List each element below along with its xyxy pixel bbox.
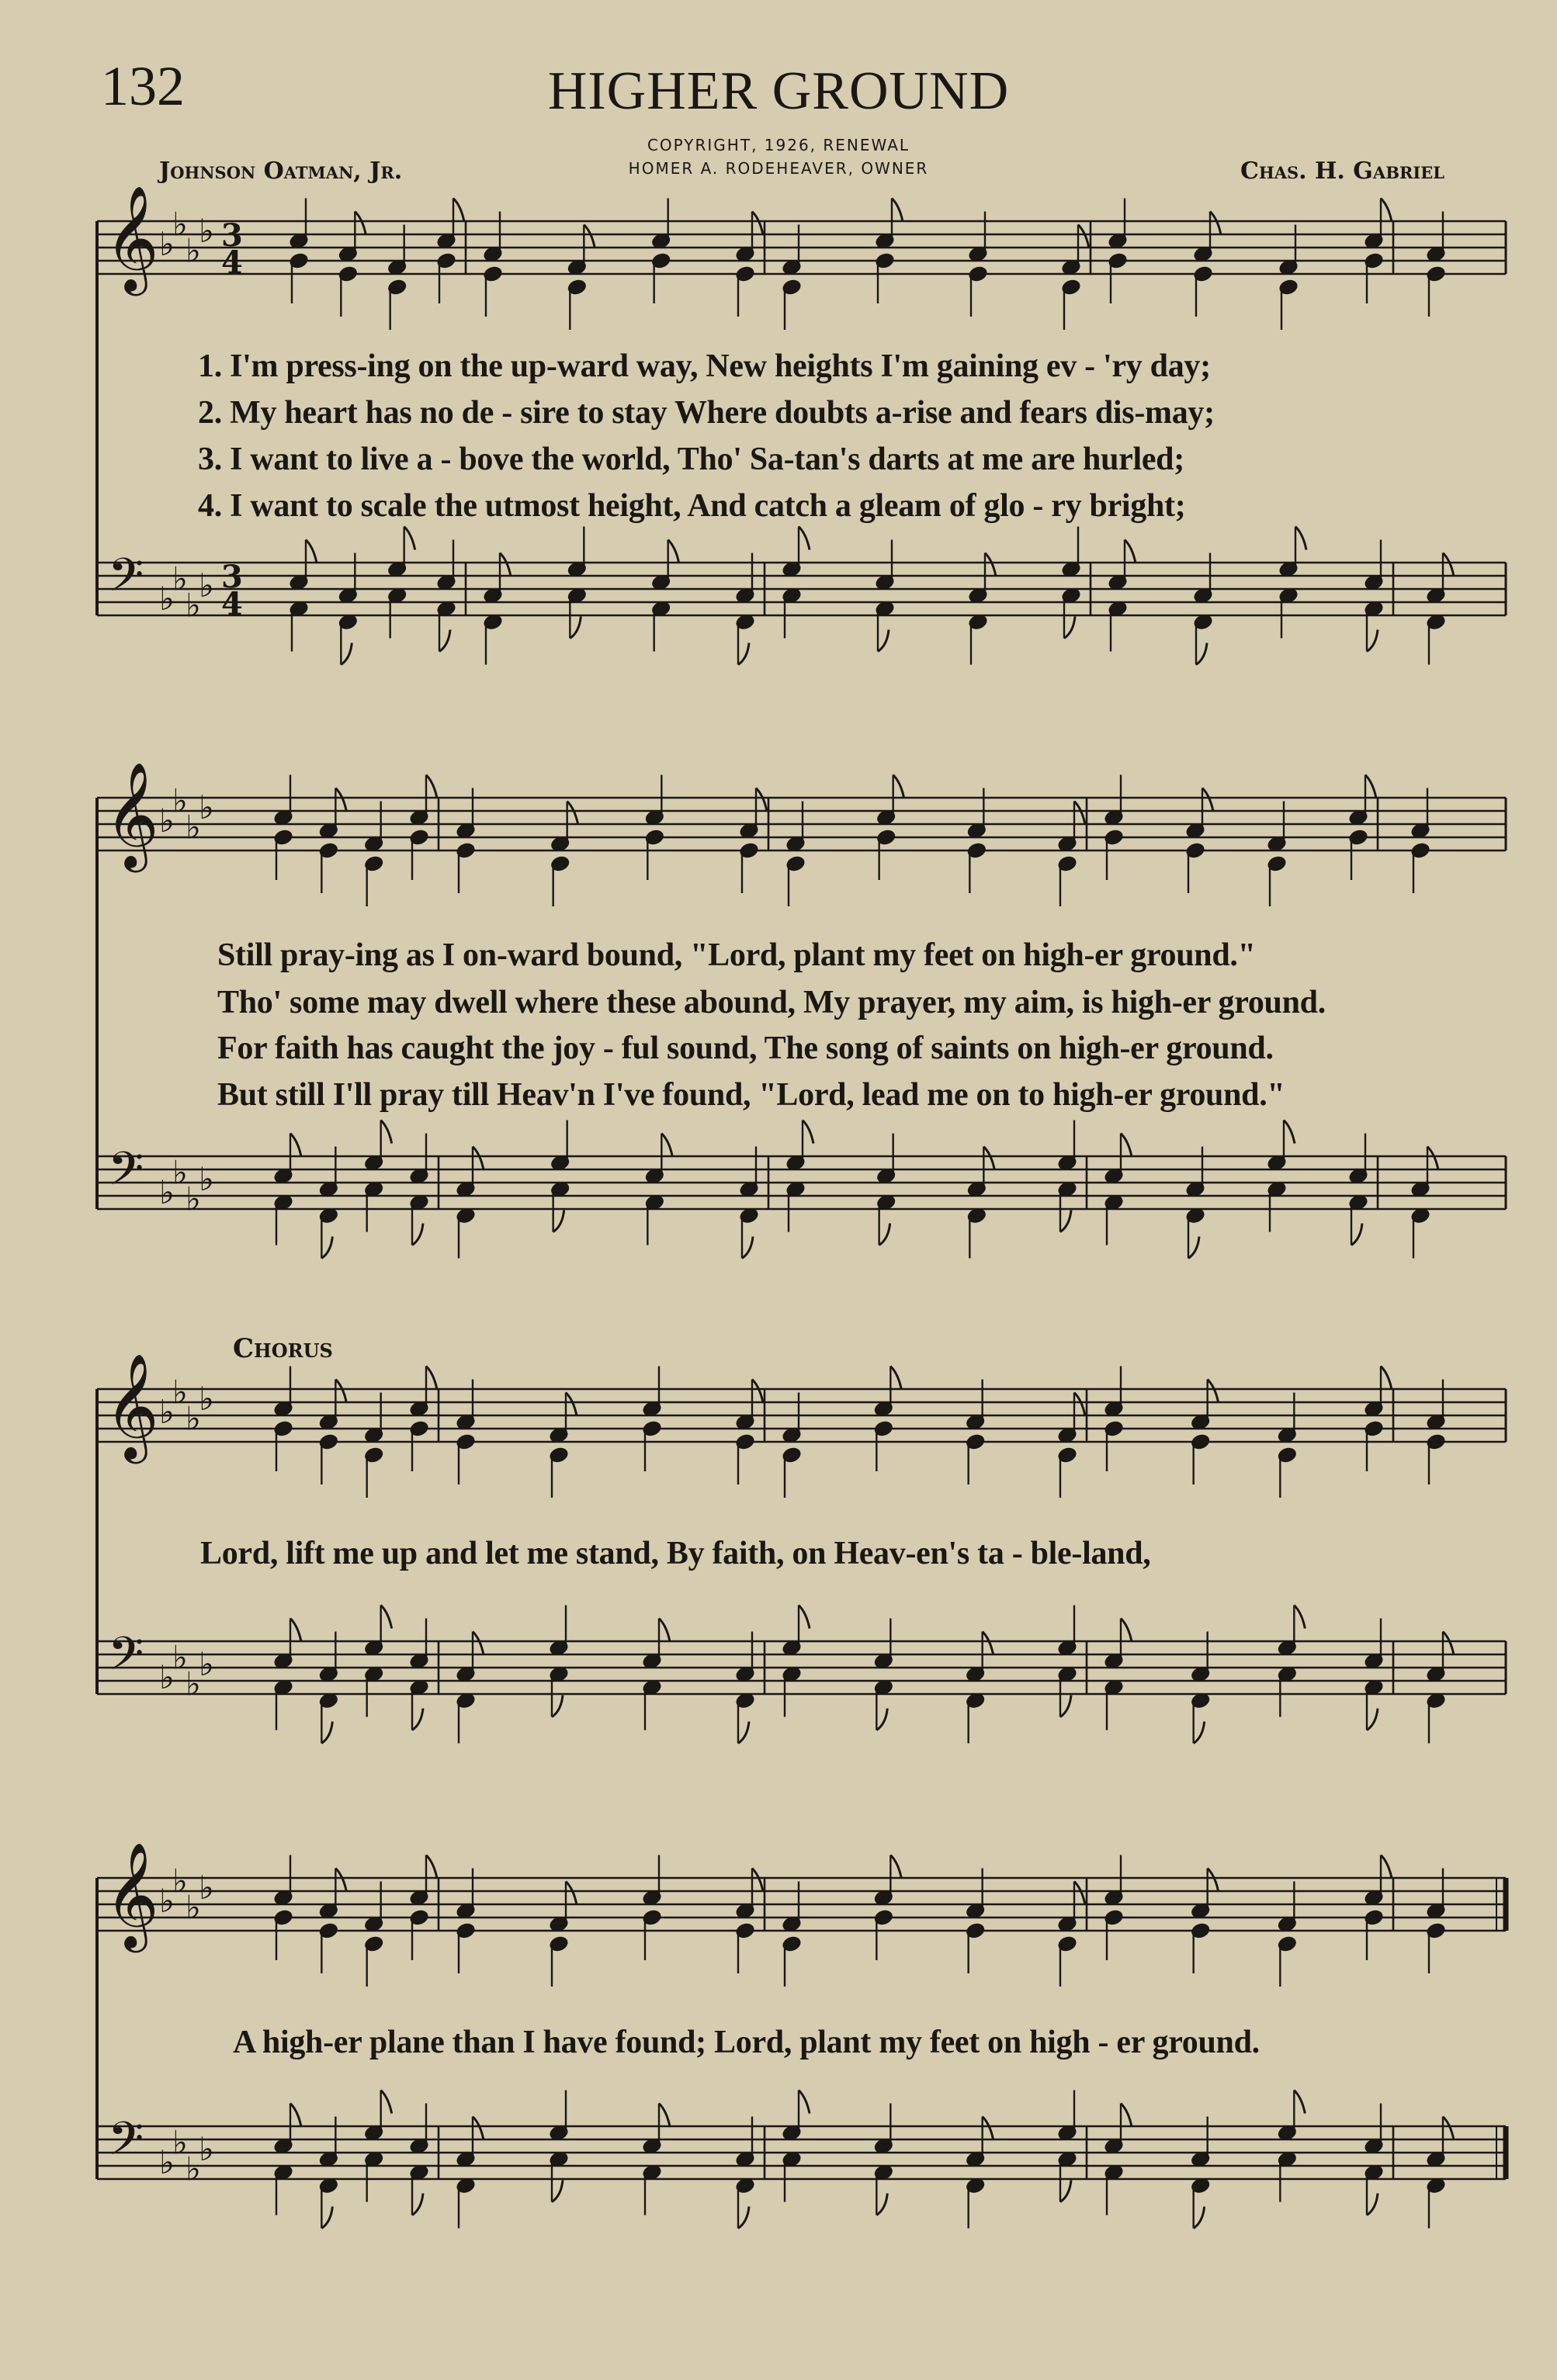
hymn-number: 132 xyxy=(101,55,185,117)
svg-text:♭: ♭ xyxy=(159,2143,175,2181)
svg-text:♭: ♭ xyxy=(186,1665,201,1703)
bass-clef-icon-3: 𝄢 xyxy=(108,1627,144,1692)
svg-text:♭: ♭ xyxy=(186,1399,201,1438)
svg-text:♭: ♭ xyxy=(186,1180,201,1218)
svg-text:♭: ♭ xyxy=(159,580,175,618)
svg-text:♭: ♭ xyxy=(199,2130,214,2168)
chorus-line-1: Lord, lift me up and let me stand, By faith, on Heav-en's ta - ble-land, xyxy=(200,1536,1151,1571)
svg-text:♭: ♭ xyxy=(172,1638,188,1677)
verse-2-line-2: Tho' some may dwell where these abound, My prayer, my aim, is high-er ground. xyxy=(217,985,1326,1020)
chorus-label: Chorus xyxy=(233,1333,333,1364)
treble-staff-1 xyxy=(97,184,1506,330)
composer-credit: Chas. H. Gabriel xyxy=(1240,158,1444,185)
svg-text:♭: ♭ xyxy=(186,586,201,625)
svg-text:♭: ♭ xyxy=(199,1869,214,1907)
hymn-title: HIGHER GROUND xyxy=(547,61,1010,121)
svg-text:♭: ♭ xyxy=(186,1888,201,1927)
treble-clef-icon-4: 𝄞 xyxy=(105,1841,159,1948)
bass-clef-icon-2: 𝄢 xyxy=(108,1141,144,1207)
svg-text:♭: ♭ xyxy=(186,231,201,270)
treble-clef-icon-1: 𝄞 xyxy=(105,184,159,291)
svg-text:♭: ♭ xyxy=(172,1862,188,1900)
svg-text:♭: ♭ xyxy=(159,1658,175,1696)
bass-clef-icon-1: 𝄢 xyxy=(108,548,144,613)
verse-3-line-1: 3. I want to live a - bove the world, Tho' Sa-tan's darts at me are hurled; xyxy=(198,442,1184,477)
svg-text:♭: ♭ xyxy=(186,2150,201,2188)
lyricist-credit: Johnson Oatman, Jr. xyxy=(159,158,403,185)
svg-text:♭: ♭ xyxy=(172,781,188,820)
svg-text:♭: ♭ xyxy=(186,808,201,847)
bass-staff-1 xyxy=(97,527,1506,665)
svg-text:4: 4 xyxy=(221,586,243,622)
verse-4-line-2: But still I'll pray till Heav'n I've found, "Lord, lead me on to high-er ground." xyxy=(217,1077,1285,1113)
svg-text:♭: ♭ xyxy=(159,1882,175,1920)
treble-staff-3 xyxy=(97,1352,1506,1498)
verse-2-line-1: 2. My heart has no de - sire to stay Where doubts a-rise and fears dis-may; xyxy=(198,395,1215,431)
svg-text:♭: ♭ xyxy=(172,2123,188,2162)
verse-3-line-2: For faith has caught the joy - ful sound, The song of saints on high-er ground. xyxy=(217,1031,1274,1066)
svg-text:♭: ♭ xyxy=(172,205,188,244)
svg-text:♭: ♭ xyxy=(159,1393,175,1431)
bass-staff-2 xyxy=(97,1121,1506,1259)
treble-staff-4 xyxy=(97,1841,1506,1987)
copyright-line-2: HOMER A. RODEHEAVER, OWNER xyxy=(628,159,929,178)
svg-text:♭: ♭ xyxy=(159,802,175,840)
svg-text:♭: ♭ xyxy=(199,1380,214,1418)
verse-1-line-1: 1. I'm press-ing on the up-ward way, New heights I'm gaining ev - 'ry day; xyxy=(198,348,1211,384)
verse-1-line-2: Still pray-ing as I on-ward bound, "Lord, plant my feet on high-er ground." xyxy=(217,937,1256,973)
svg-text:♭: ♭ xyxy=(199,788,214,826)
verse-4-line-1: 4. I want to scale the utmost height, And catch a gleam of glo - ry bright; xyxy=(198,488,1186,524)
svg-text:♭: ♭ xyxy=(172,1153,188,1192)
copyright-line-1: COPYRIGHT, 1926, RENEWAL xyxy=(647,136,910,154)
svg-text:♭: ♭ xyxy=(159,225,175,263)
svg-text:♭: ♭ xyxy=(199,1160,214,1198)
treble-staff-2 xyxy=(97,760,1506,906)
svg-text:♭: ♭ xyxy=(172,559,188,598)
bass-staff-3 xyxy=(97,1606,1506,1744)
svg-text:3: 3 xyxy=(221,217,243,254)
chorus-line-2: A high-er plane than I have found; Lord, plant my feet on high - er ground. xyxy=(233,2025,1260,2060)
bass-staff-4 xyxy=(97,2091,1506,2229)
svg-text:♭: ♭ xyxy=(199,566,214,605)
treble-clef-icon-2: 𝄞 xyxy=(105,760,159,868)
svg-text:♭: ♭ xyxy=(159,1173,175,1211)
treble-clef-icon-3: 𝄞 xyxy=(105,1352,159,1459)
bass-clef-icon-4: 𝄢 xyxy=(108,2112,144,2177)
svg-text:♭: ♭ xyxy=(172,1373,188,1412)
svg-text:4: 4 xyxy=(221,244,243,281)
svg-text:3: 3 xyxy=(221,559,243,595)
svg-text:♭: ♭ xyxy=(199,212,214,250)
svg-text:♭: ♭ xyxy=(199,1645,214,1683)
